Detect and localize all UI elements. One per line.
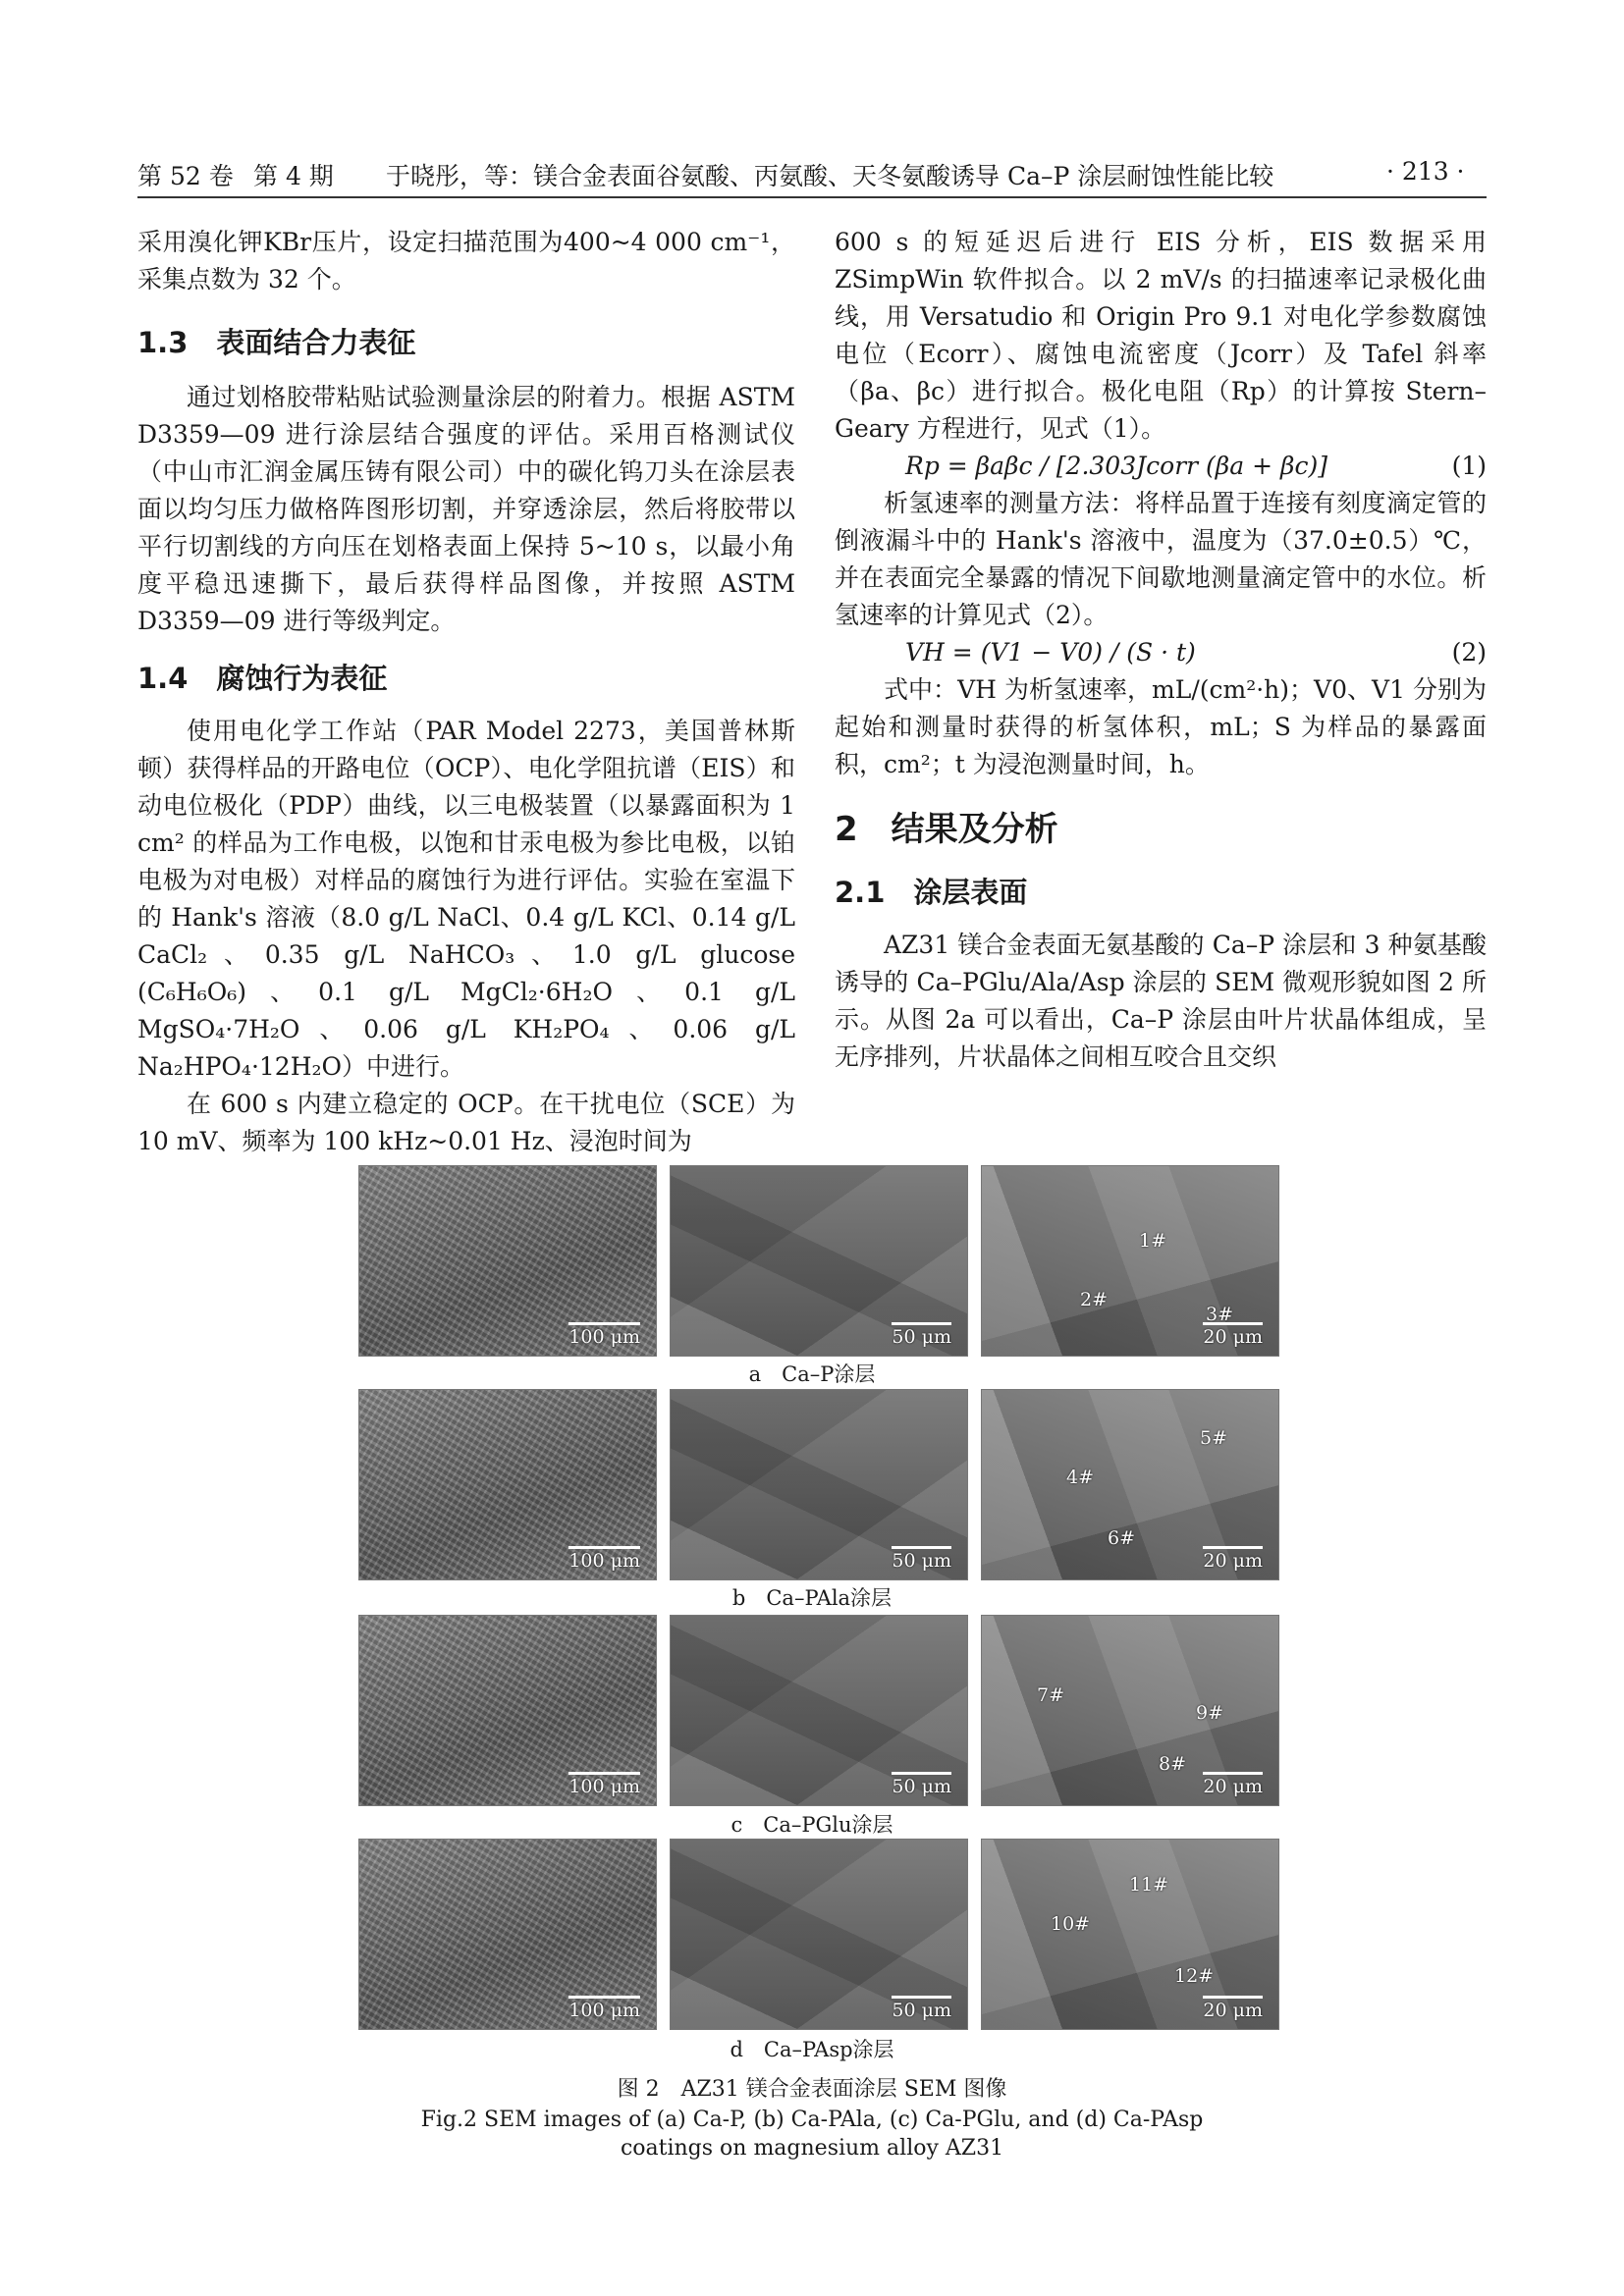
region-mark: 11# — [1129, 1874, 1169, 1896]
scale-bar: 20 μm — [1203, 1326, 1263, 1348]
sem-image-a-1 — [358, 1165, 657, 1357]
region-mark: 2# — [1080, 1289, 1109, 1310]
figure-caption-cn: 图 2 AZ31 镁合金表面涂层 SEM 图像 — [617, 2077, 1007, 2102]
equation-1-body: Rp = βaβc / [2.303Jcorr (βa + βc)] — [905, 452, 1327, 480]
scale-bar: 20 μm — [1203, 1550, 1263, 1572]
scale-bar: 50 μm — [892, 1326, 951, 1348]
region-mark: 8# — [1159, 1753, 1187, 1775]
region-mark: 3# — [1206, 1304, 1234, 1325]
row-caption-c: c Ca–PGlu涂层 — [731, 1813, 893, 1837]
scale-bar: 100 μm — [568, 2000, 640, 2021]
figure-caption-en-line-2: coatings on magnesium alloy AZ31 — [620, 2136, 1004, 2161]
scale-bar: 50 μm — [892, 1776, 951, 1797]
region-mark: 9# — [1196, 1702, 1224, 1724]
scale-bar: 100 μm — [568, 1326, 640, 1348]
paragraph: 通过划格胶带粘贴试验测量涂层的附着力。根据 ASTM D3359—09 进行涂层结合强度的评估。采用百格测试仪（中山市汇润金属压铸有限公司）中的碳化钨刀头在涂层表面以均匀压力做格阵图形切割，并穿透涂层，然后将胶带以平行切割线的方向压在划格表面上保持 5~10 s，以最小角度平稳迅速撕下，最后获得样品图像，并按照 ASTM D3359—09 进行等级判定。 — [137, 383, 795, 635]
scale-bar: 100 μm — [568, 1776, 640, 1797]
region-mark: 10# — [1051, 1913, 1091, 1935]
paragraph: 析氢速率的测量方法：将样品置于连接有刻度滴定管的倒液漏斗中的 Hank's 溶液中，温度为（37.0±0.5）℃，并在表面完全暴露的情况下间歇地测量滴定管中的水位。析氢速率的计算见式（2）。 — [835, 489, 1487, 629]
scale-bar: 50 μm — [892, 1550, 951, 1572]
sem-image-d-3 — [981, 1839, 1279, 2030]
sem-image-b-2 — [670, 1389, 968, 1580]
right-column — [835, 224, 1487, 1076]
equation-1 — [835, 448, 1487, 485]
paragraph: 式中：VH 为析氢速率，mL/(cm²·h)；V0、V1 分别为起始和测量时获得的析氢体积，mL；S 为样品的暴露面积，cm²；t 为浸泡测量时间，h。 — [835, 675, 1487, 778]
equation-2-body: VH = (V1 − V0) / (S · t) — [905, 638, 1196, 667]
header-page-number: · 213 · — [1386, 157, 1465, 186]
section-heading-2-1: 2.1 涂层表面 — [835, 876, 1028, 909]
region-mark: 6# — [1108, 1527, 1136, 1549]
scale-bar: 20 μm — [1203, 1776, 1263, 1797]
header-rule — [137, 196, 1487, 198]
figure-caption-en-line-1: Fig.2 SEM images of (a) Ca-P, (b) Ca-PAla, (c) Ca-PGlu, and (d) Ca-PAsp — [420, 2108, 1204, 2132]
equation-2 — [835, 634, 1487, 671]
paragraph: 在 600 s 内建立稳定的 OCP。在干扰电位（SCE）为 10 mV、频率为 100 kHz~0.01 Hz、浸泡时间为 — [137, 1090, 795, 1155]
scale-bar: 20 μm — [1203, 2000, 1263, 2021]
header-volume: 第 52 卷 — [137, 162, 234, 190]
header-issue: 第 4 期 — [253, 162, 334, 190]
region-mark: 7# — [1037, 1684, 1065, 1706]
row-caption-a: a Ca–P涂层 — [748, 1362, 876, 1386]
row-caption-d: d Ca–PAsp涂层 — [730, 2038, 894, 2061]
paragraph: 采用溴化钾KBr压片，设定扫描范围为400~4 000 cm⁻¹，采集点数为 32 个。 — [137, 228, 795, 294]
region-mark: 4# — [1066, 1467, 1095, 1488]
sem-image-a-2 — [670, 1165, 968, 1357]
scale-bar: 100 μm — [568, 1550, 640, 1572]
header-title: 于晓彤，等：镁合金表面谷氨酸、丙氨酸、天冬氨酸诱导 Ca–P 涂层耐蚀性能比较 — [386, 162, 1274, 190]
sem-image-c-1 — [358, 1615, 657, 1806]
sem-image-d-2 — [670, 1839, 968, 2030]
paragraph: AZ31 镁合金表面无氨基酸的 Ca–P 涂层和 3 种氨基酸诱导的 Ca–PGlu/Ala/Asp 涂层的 SEM 微观形貌如图 2 所示。从图 2a 可以看出，Ca–P 涂层由叶片状晶体组成，呈无序排列，片状晶体之间相互咬合且交织 — [835, 931, 1487, 1071]
sem-image-c-2 — [670, 1615, 968, 1806]
left-column — [137, 224, 795, 1160]
sem-image-d-1 — [358, 1839, 657, 2030]
region-mark: 1# — [1139, 1230, 1167, 1252]
sem-image-b-3 — [981, 1389, 1279, 1580]
paragraph: 使用电化学工作站（PAR Model 2273，美国普林斯顿）获得样品的开路电位（OCP）、电化学阻抗谱（EIS）和动电位极化（PDP）曲线，以三电极装置（以暴露面积为 1 cm² 的样品为工作电极，以饱和甘汞电极为参比电极，以铂电极为对电极）对样品的腐蚀行为进行评估。实验在室温下的 Hank's 溶液（8.0 g/L NaCl、0.4 g/L KCl、0.14 g/L CaCl₂、0.35 g/L NaHCO₃、1.0 g/L glucose (C₆H₆O₆)、0.1 g/L MgCl₂·6H₂O、0.1 g/L MgSO₄·7H₂O、0.06 g/L KH₂PO₄、0.06 g/L Na₂HPO₄·12H₂O）中进行。 — [137, 717, 795, 1081]
paragraph: 600 s 的短延迟后进行 EIS 分析，EIS 数据采用 ZSimpWin 软件拟合。以 2 mV/s 的扫描速率记录极化曲线，用 Versatudio 和 Origin Pro 9.1 对电化学参数腐蚀电位（Ecorr）、腐蚀电流密度（Jcorr）及 Tafel 斜率（βa、βc）进行拟合。极化电阻（Rp）的计算按 Stern–Geary 方程进行，见式（1）。 — [835, 228, 1487, 443]
section-heading-2: 2 结果及分析 — [835, 810, 1058, 849]
region-mark: 5# — [1200, 1427, 1228, 1449]
sem-image-a-3 — [981, 1165, 1279, 1357]
equation-1-number: (1) — [1451, 452, 1487, 480]
row-caption-b: b Ca–PAla涂层 — [731, 1586, 893, 1610]
sem-image-c-3 — [981, 1615, 1279, 1806]
section-heading-1-4: 1.4 腐蚀行为表征 — [137, 662, 388, 695]
equation-2-number: (2) — [1451, 638, 1487, 667]
section-heading-1-3: 1.3 表面结合力表征 — [137, 326, 416, 359]
region-mark: 12# — [1174, 1965, 1215, 1987]
sem-image-b-1 — [358, 1389, 657, 1580]
scale-bar: 50 μm — [892, 2000, 951, 2021]
